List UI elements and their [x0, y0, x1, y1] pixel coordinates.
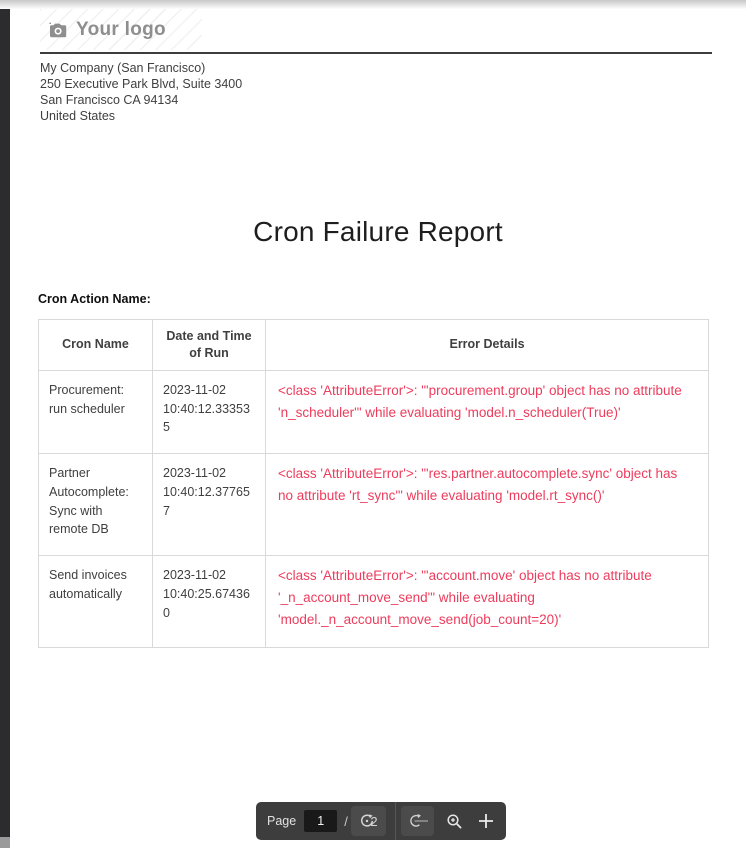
pdf-viewer-toolbar: [256, 802, 506, 840]
company-country: United States: [40, 109, 116, 123]
cron-name-cell: Send invoices automatically: [39, 556, 153, 648]
col-header-cron-name: Cron Name: [39, 320, 153, 371]
table-row: [39, 556, 709, 648]
table-row: [39, 454, 709, 556]
report-header: [40, 9, 712, 54]
total-pages: 2: [370, 813, 378, 829]
logo-label: Your logo: [76, 19, 166, 40]
total-pages-loading-button[interactable]: [351, 806, 386, 836]
cron-failure-table: [38, 319, 709, 648]
add-page-button[interactable]: [473, 806, 500, 836]
page-separator: /: [344, 813, 348, 829]
toolbar-divider: [395, 802, 396, 840]
rotate-icon: [407, 813, 429, 829]
page-number-input[interactable]: [304, 810, 337, 832]
table-header-row: [39, 320, 709, 371]
top-shadow-edge: [0, 0, 746, 9]
run-datetime-cell: 2023-11-02 10:40:12.333535: [153, 370, 266, 453]
camera-icon: [48, 22, 67, 38]
zoom-in-icon: [446, 813, 463, 830]
report-page: [10, 9, 746, 648]
table-row: [39, 370, 709, 453]
error-details-cell: <class 'AttributeError'>: "'procurement.group' object has no attribute 'n_scheduler'" while evaluating 'model.n_scheduler(True)': [266, 370, 709, 453]
run-datetime-cell: 2023-11-02 10:40:12.377657: [153, 454, 266, 556]
cron-action-name-label: Cron Action Name:: [38, 292, 151, 306]
zoom-in-button[interactable]: [441, 806, 468, 836]
company-logo-placeholder: [40, 9, 202, 50]
cron-name-cell: Partner Autocomplete: Sync with remote DB: [39, 454, 153, 556]
left-edge-footer: [0, 837, 10, 848]
report-title: Cron Failure Report: [253, 216, 503, 247]
company-address: [40, 60, 746, 124]
company-name: My Company (San Francisco): [40, 61, 206, 75]
col-header-error-details: Error Details: [266, 320, 709, 371]
plus-icon: [477, 812, 495, 830]
page-label: Page: [267, 814, 297, 828]
cron-name-cell: Procurement: run scheduler: [39, 370, 153, 453]
run-datetime-cell: 2023-11-02 10:40:25.674360: [153, 556, 266, 648]
col-header-datetime: Date and Time of Run: [153, 320, 266, 371]
left-dark-edge: [0, 9, 10, 837]
company-city: San Francisco CA 94134: [40, 93, 179, 107]
rotate-button[interactable]: [401, 806, 434, 836]
error-details-cell: <class 'AttributeError'>: "'res.partner.autocomplete.sync' object has no attribute 'rt_sync'" while evaluating 'model.rt_sync()': [266, 454, 709, 556]
company-street: 250 Executive Park Blvd, Suite 3400: [40, 77, 243, 91]
error-details-cell: <class 'AttributeError'>: "'account.move' object has no attribute '_n_account_move_send'" while evaluating 'model._n_account_move_send(job_count=20)': [266, 556, 709, 648]
